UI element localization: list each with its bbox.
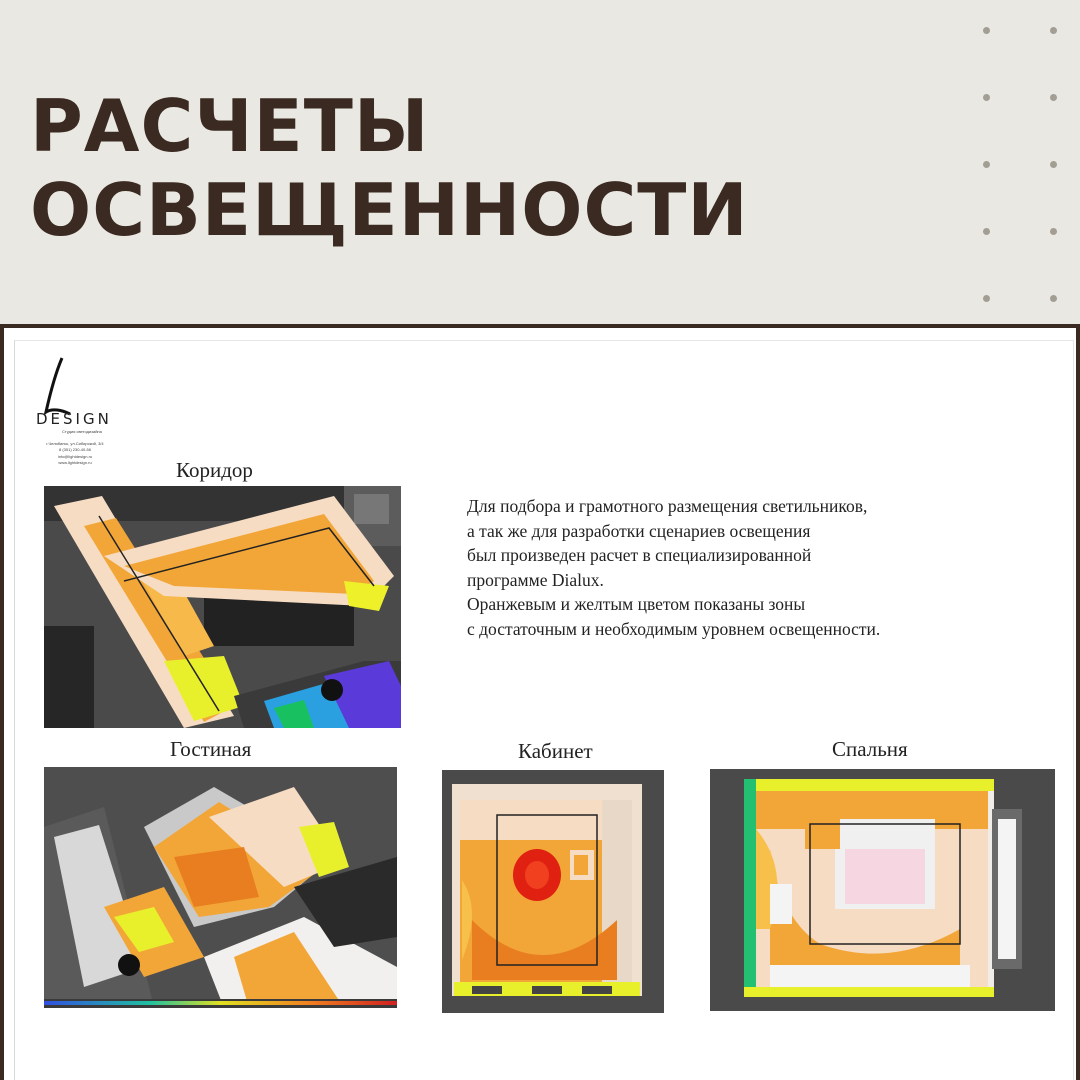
logo-website: www.lightdesign.ru <box>58 460 92 466</box>
document-sheet <box>0 324 1080 1080</box>
logo-contacts <box>40 441 110 467</box>
description-line: Оранжевым и желтым цветом показаны зоны <box>467 594 806 614</box>
dot-grid-decoration <box>983 27 1063 307</box>
caption-office: Кабинет <box>518 739 593 763</box>
office-lighting-plan <box>442 770 664 1013</box>
title-line-1: РАСЧЕТЫ <box>30 84 430 168</box>
company-logo <box>18 350 128 466</box>
caption-corridor: Коридор <box>176 458 253 482</box>
bedroom-lighting-plan <box>710 769 1055 1011</box>
description-line: с достаточным и необходимым уровнем освещенности. <box>467 618 881 639</box>
logo-word: DESIGN <box>36 410 112 428</box>
logo-address: г.Челябинск, ул.Сибирский, 3/4 <box>46 441 104 446</box>
logo-subtitle: Студия светодизайна <box>62 429 102 434</box>
description-line: Для подбора и грамотного размещения светильников, <box>467 496 868 516</box>
page-title <box>30 84 749 252</box>
caption-bedroom: Спальня <box>832 737 908 761</box>
caption-living-room: Гостиная <box>170 737 252 761</box>
description-line: программе Dialux. <box>467 569 604 590</box>
title-line-2: ОСВЕЩЕННОСТИ <box>30 168 749 252</box>
description-line: а так же для разработки сценариев освещения <box>467 520 811 541</box>
calculation-description <box>467 494 1027 641</box>
corridor-lighting-plan <box>44 486 401 728</box>
logo-phone: 8 (351) 230-40-56 <box>58 447 92 453</box>
logo-email: info@lightdesign.ru <box>57 453 93 459</box>
description-line: был произведен расчет в специализированной <box>467 545 812 565</box>
header <box>0 0 1080 326</box>
living-room-lighting-plan <box>44 767 397 1008</box>
